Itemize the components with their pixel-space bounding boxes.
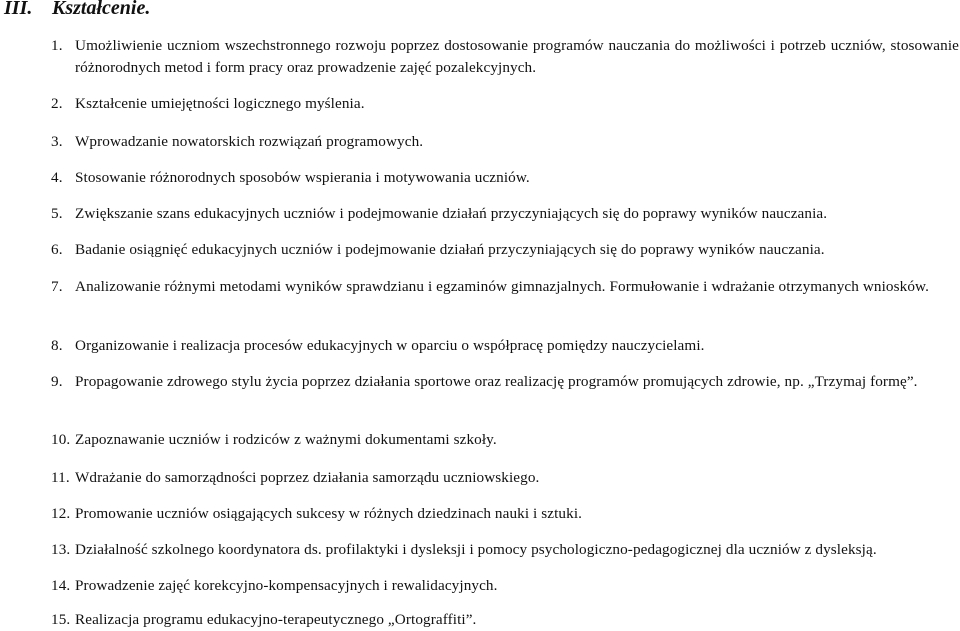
list-item-12	[51, 503, 959, 525]
list-item-number: 6.	[51, 241, 63, 258]
list-item-text: Wprowadzanie nowatorskich rozwiązań programowych.	[75, 133, 424, 150]
list-item-5	[51, 203, 959, 225]
section-number: III.	[4, 0, 33, 19]
list-item-number: 15.	[51, 611, 71, 628]
list-item-text: Prowadzenie zajęć korekcyjno-kompensacyjnych i rewalidacyjnych.	[75, 577, 498, 594]
list-item-text: Organizowanie i realizacja procesów edukacyjnych w oparciu o współpracę pomiędzy nauczycielami.	[75, 337, 705, 354]
list-item-number: 7.	[51, 278, 63, 295]
list-item-6	[51, 239, 959, 261]
list-item-text: Zwiększanie szans edukacyjnych uczniów i podejmowanie działań przyczyniających się do poprawy wyników nauczania.	[75, 205, 828, 222]
list-item-3	[51, 131, 959, 153]
list-item-number: 3.	[51, 133, 63, 150]
list-item-number: 12.	[51, 505, 71, 522]
list-item-number: 10.	[51, 431, 71, 448]
list-item-14	[51, 575, 959, 597]
list-item-8	[51, 335, 959, 357]
list-item-number: 13.	[51, 541, 71, 558]
list-item-number: 4.	[51, 169, 63, 186]
list-item-11	[51, 467, 959, 489]
list-item-text: Umożliwienie uczniom wszechstronnego rozwoju poprzez dostosowanie programów nauczania do możliwości i potrzeb uczniów, stosowanie różnorodnych metod i form pracy oraz prowadzenie zajęć pozalekcyjnych.	[75, 37, 959, 76]
list-item-15	[51, 609, 959, 631]
list-item-7	[51, 276, 959, 298]
list-item-10	[51, 429, 959, 451]
list-item-text: Badanie osiągnięć edukacyjnych uczniów i podejmowanie działań przyczyniających się do poprawy wyników nauczania.	[75, 241, 825, 258]
list-item-text: Propagowanie zdrowego stylu życia poprzez działania sportowe oraz realizację programów promujących zdrowie, np. „Trzymaj formę”.	[75, 373, 918, 390]
list-item-text: Wdrażanie do samorządności poprzez działania samorządu uczniowskiego.	[75, 469, 540, 486]
list-item-number: 9.	[51, 373, 63, 390]
list-item-text: Analizowanie różnymi metodami wyników sprawdzianu i egzaminów gimnazjalnych. Formułowanie i wdrażanie otrzymanych wniosków.	[75, 278, 929, 295]
list-item-text: Działalność szkolnego koordynatora ds. profilaktyki i dysleksji i pomocy psychologiczno-pedagogicznej dla uczniów z dysleksją.	[75, 541, 877, 558]
list-item-9	[51, 371, 959, 393]
list-item-number: 8.	[51, 337, 63, 354]
list-item-text: Kształcenie umiejętności logicznego myślenia.	[75, 95, 365, 112]
list-item-1	[51, 35, 959, 79]
list-item-number: 14.	[51, 577, 71, 594]
list-item-text: Zapoznawanie uczniów i rodziców z ważnymi dokumentami szkoły.	[75, 431, 497, 448]
list-item-number: 11.	[51, 469, 70, 486]
list-item-text: Stosowanie różnorodnych sposobów wspierania i motywowania uczniów.	[75, 169, 530, 186]
section-title: Kształcenie.	[52, 0, 151, 19]
list-item-13	[51, 539, 959, 561]
section-heading	[4, 0, 150, 20]
list-item-number: 2.	[51, 95, 63, 112]
list-item-number: 5.	[51, 205, 63, 222]
list-item-4	[51, 167, 959, 189]
list-item-number: 1.	[51, 37, 63, 54]
list-item-text: Realizacja programu edukacyjno-terapeutycznego „Ortograffiti”.	[75, 611, 477, 628]
list-item-2	[51, 93, 959, 115]
list-item-text: Promowanie uczniów osiągających sukcesy w różnych dziedzinach nauki i sztuki.	[75, 505, 583, 522]
